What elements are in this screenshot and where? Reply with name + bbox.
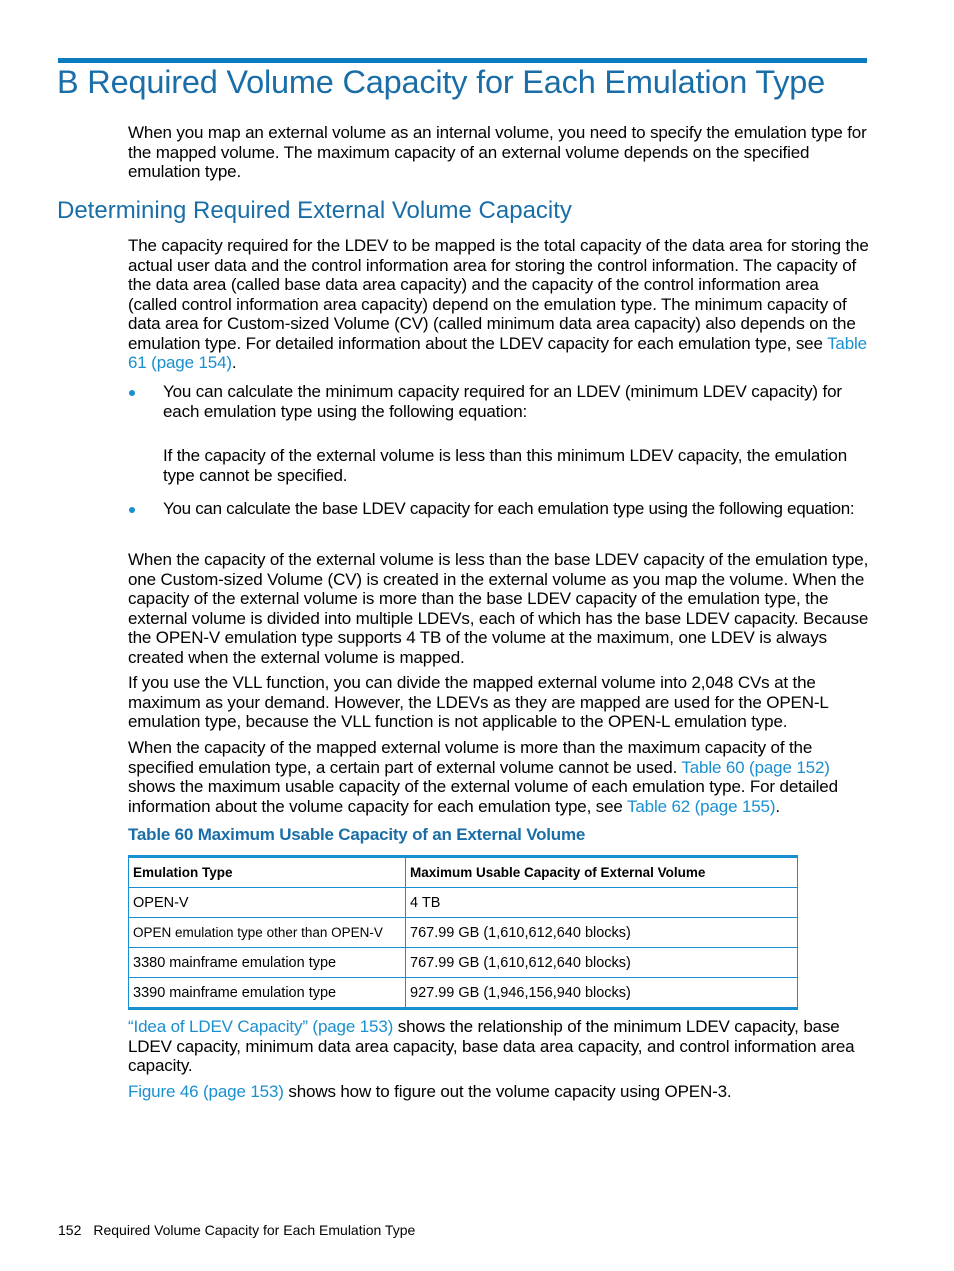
capacity-table xyxy=(128,855,798,1010)
vll-paragraph: If you use the VLL function, you can divide the mapped external volume into 2,048 CVs at the maximum as your demand. However, the LDEVs as they are mapped are used for the OPEN-L emulation type, because the VLL function is not applicable to the OPEN-L emulation type. xyxy=(128,673,829,731)
table-cell-emulation: OPEN emulation type other than OPEN-V xyxy=(129,918,406,948)
table-cell-emulation: OPEN-V xyxy=(129,888,406,918)
bullet-icon xyxy=(129,390,135,396)
bullet-base-ldev: You can calculate the base LDEV capacity for each emulation type using the following equation: xyxy=(163,499,855,518)
capacity-paragraph-text: The capacity required for the LDEV to be mapped is the total capacity of the data area for storing the actual user data and the control information area for storing the control information. The capacity of the data area (called base data area capacity) and the capacity of the control information area (called control information area capacity) depend on the emulation type. The minimum capacity of data area for Custom-sized Volume (CV) (called minimum data area capacity) also depends on the emulation type. For detailed information about the LDEV capacity for each emulation type, see xyxy=(128,236,869,353)
figure-paragraph-text: shows how to figure out the volume capacity using OPEN-3. xyxy=(283,1082,732,1101)
table-header-row xyxy=(129,857,798,888)
max-capacity-text-1: When the capacity of the mapped external volume is more than the maximum capacity of the specified emulation type, a certain part of external volume cannot be used. xyxy=(128,738,813,777)
bullet-icon xyxy=(129,507,135,513)
table-cell-capacity: 4 TB xyxy=(406,888,798,918)
table-cell-capacity: 927.99 GB (1,946,156,940 blocks) xyxy=(406,978,798,1009)
footer-title: Required Volume Capacity for Each Emulation Type xyxy=(93,1222,416,1238)
table-caption: Table 60 Maximum Usable Capacity of an External Volume xyxy=(128,825,586,844)
section-title: Determining Required External Volume Capacity xyxy=(57,197,572,224)
capacity-paragraph-end: . xyxy=(231,353,237,372)
header-max-capacity: Maximum Usable Capacity of External Volume xyxy=(406,857,798,888)
ldev-idea-text: shows the relationship of the minimum LDEV capacity, base LDEV capacity, minimum data area capacity, base data area capacity, and control information area capacity. xyxy=(128,1017,855,1075)
table-row xyxy=(129,888,798,918)
table-60-link[interactable]: Table 60 (page 152) xyxy=(681,757,830,777)
table-cell-emulation: 3380 mainframe emulation type xyxy=(129,948,406,978)
cv-paragraph: When the capacity of the external volume is less than the base LDEV capacity of the emulation type, one Custom-sized Volume (CV) is created in the external volume as you map the volume. When the capacity of the external volume is more than the base LDEV capacity of the emulation type, the external volume is divided into multiple LDEVs, each of which has the base LDEV capacity. Because the OPEN-V emulation type supports 4 TB of the volume at the maximum, one LDEV is always created when the external volume is mapped. xyxy=(128,550,869,667)
figure-46-link[interactable]: Figure 46 (page 153) xyxy=(128,1082,284,1101)
table-row xyxy=(129,948,798,978)
max-capacity-text-end: . xyxy=(775,796,780,816)
table-cell-capacity: 767.99 GB (1,610,612,640 blocks) xyxy=(406,948,798,978)
figure-paragraph xyxy=(128,1082,870,1102)
intro-paragraph: When you map an external volume as an internal volume, you need to specify the emulation type for the mapped volume. The maximum capacity of an external volume depends on the specified emulation type. xyxy=(128,123,867,181)
table-61-link[interactable]: Table 61 (page 154) xyxy=(128,333,867,372)
page-footer xyxy=(58,1222,415,1238)
page-number: 152 xyxy=(58,1222,82,1238)
max-capacity-text-2: shows the maximum usable capacity of the external volume of each emulation type. For detailed information about the volume capacity for each emulation type, see xyxy=(128,777,838,816)
table-cell-emulation: 3390 mainframe emulation type xyxy=(129,978,406,1009)
chapter-top-rule xyxy=(58,58,867,63)
idea-ldev-capacity-link[interactable]: “Idea of LDEV Capacity” (page 153) xyxy=(128,1017,394,1036)
table-row xyxy=(129,978,798,1009)
table-62-link[interactable]: Table 62 (page 155) xyxy=(627,796,776,816)
bullet-min-ldev: You can calculate the minimum capacity required for an LDEV (minimum LDEV capacity) for each emulation type using the following equation: xyxy=(163,382,842,421)
bullet-min-ldev-note: If the capacity of the external volume is less than this minimum LDEV capacity, the emulation type cannot be specified. xyxy=(163,446,848,485)
ldev-idea-paragraph xyxy=(128,1017,870,1076)
max-capacity-paragraph xyxy=(128,738,870,816)
header-emulation-type: Emulation Type xyxy=(129,857,406,888)
capacity-paragraph xyxy=(128,236,870,373)
chapter-title: B Required Volume Capacity for Each Emulation Type xyxy=(57,64,826,100)
table-row xyxy=(129,918,798,948)
table-cell-capacity: 767.99 GB (1,610,612,640 blocks) xyxy=(406,918,798,948)
